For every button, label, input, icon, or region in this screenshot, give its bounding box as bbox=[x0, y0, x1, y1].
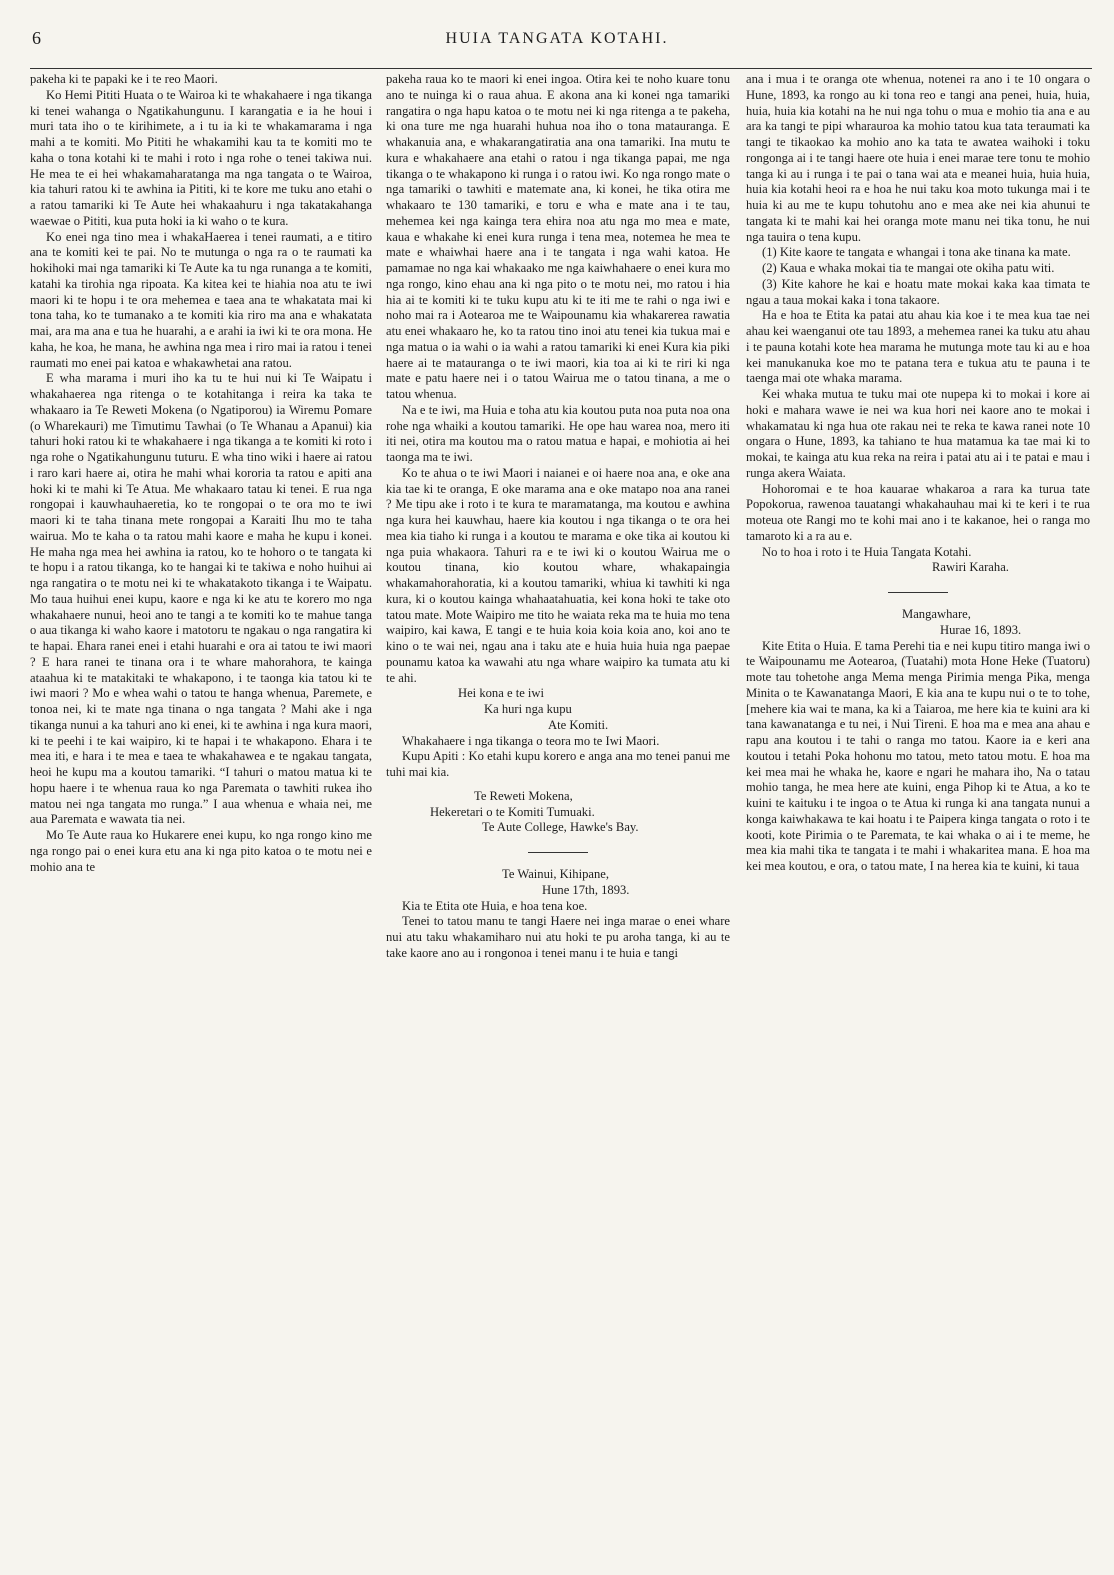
article-divider bbox=[528, 852, 588, 853]
paragraph: Mo Te Aute raua ko Hukarere enei kupu, ko nga rongo kino me nga rongo pai o enei kura etu ana ki nga pito katoa o te motu nei e mohio ana te bbox=[30, 828, 372, 874]
paragraph: Ko te ahua o te iwi Maori i naianei e oi haere noa ana, e oke ana kia tae ki te oranga, E oke marama ana e oke matapo noa ana ranei ? Me tipu ake i roto i te kura te maramatanga, ma koutou e awhina nga kura hei kauwhau, haere kia koutou i nga tikanga o te ora hei mea kia tiaho ki runga i a koutou te marama e oke tika ai koutou ki nga puia whakaora. Tahuri ra e te iwi ki o koutou Wairua me o koutou tinana, kio koutou whare, whakapaingia whakamahorahoratia, ki a koutou tamariki, whiua ki tawhiti ki nga kura, ki o koutou kainga whahaatahuatia, kei kona hoki te take oto tatou mate. Mote Waipiro me tito he waiata reka ma te huia mo tena waipiro, kai kawa, E tangi e te huia koia koia koia ano, koi ano te kino o te wai nei, ngau ana i taku ate e huia huia huia nga paepae pounamu katoa ka wawahi atu nga whare waipiro ka tumata atu ki te ahi. bbox=[386, 465, 730, 685]
signature-name: Te Reweti Mokena, bbox=[474, 788, 573, 803]
paragraph: ana i mua i te oranga ote whenua, notenei ra ano i te 10 ongara o Hune, 1893, ka rongo au ki tona reo e tangi ana penei, huia, huia, huia, huia kia kotahi na he nui nga tohu o mua e mohio tia ana e au ara ka tangi te pipi wharauroa ka mohio tatou kua tata teraumati ka tangi te tikaokao ka mohio ano ka tata te awatea waihoki i toku rongonga ai i te tangi haere ote huia i enei marae tere tonu te mohio tanga ki au i runga i te pai o tana wai ata e meanei huia, huia huia, huia kia kotahi heoi ra e hoa he nui taku koa moto tukunga mai i te huia ki au me te kupu tohutohu ano e mea ake nei kia ahunui te tangata ki te mahi kai hei oranga mote manu nei tika tonu, he nui nga tauira o tena kupu. bbox=[746, 72, 1090, 244]
signature-name: Rawiri Karaha. bbox=[932, 560, 1009, 575]
paragraph: pakeha raua ko te maori ki enei ingoa. Otira kei te noho kuare tonu ano te nuinga ki o raua ahua. E akona ana ki konei nga tamariki rangatira o nga hapu katoa o te motu nei ki nga ritenga a te pakeha, ki ona ture me nga huarahi huhua noa iho o tona matauranga. E whakanuia ana, e whakarangatiratia ana ona tamariki. Ina mutu te kura e whakahaere ana etahi o ratou i nga tikanga papai, me nga tikanga o te whakapono ki runga i o ratou iwi. Ko nga rongo mate o nga tamariki o tawhiti e matemate ana, ki konei, he tika otira me whakaaro te 130 tamariki, e toru e wha e mate ana i te tau, mehemea kei nga kainga tera ehira noa atu nga mo mea e mate, kaua e whakahe ki enei kura runga i tena mea, notemea he mea te mate e whaiwhai haere ana i te tangata i nga wahi katoa. He pamamae no nga kai whakaako me nga kaiwhahaere o enei kura mo nga rongo, kino ehau ana ki nga pito o te motu nei, mo ratou i hia hia ai te komiti ki te tuku kupu atu ki te iti me te rahi o nga iwi e noho mai ra i Aotearoa me te Waipounamu kia whakarerea rawatia atu enei whakaaro he, ko ta ratou tino inoi atu tenei kia tukua mai e nga matua o ia wahi o ia wahi a ratou tamariki ki enei Kura kia piki haere ai te matauranga o te iwi maori, kia toa ai ki te riri ki nga mate e patu haere nei i o tatou Wairua me o tatou tinana, a me o tatou whenua. bbox=[386, 72, 730, 401]
paragraph: Kei whaka mutua te tuku mai ote nupepa ki to mokai i kore ai hoki e mahara wawe ie nei wa kua hori nei kaore ano te mokai i whakamatau ki nga hua ote rakau nei te reka te kawa ranei note 10 ongara o Hune, 1893, ka tahiano te hua matamua ka tae mai ki to mokai, te kainga atu kua reka na reira i patai atu ai i te patai e mau i runga akera Waiata. bbox=[746, 387, 1090, 480]
paragraph: Hohoromai e te hoa kauarae whakaroa a rara ka turua tate Popokorua, rawenoa tauatangi whakahauhau mai ki te keri i te rua moteua ote Rangi mo te kohi mai ano i te kakanoe, hei o ranga mo tamaroto ki a ra au e. bbox=[746, 481, 1090, 543]
poem-line: Ate Komiti. bbox=[548, 717, 609, 732]
paragraph: (1) Kite kaore te tangata e whangai i tona ake tinana ka mate. bbox=[762, 245, 1071, 260]
page-number: 6 bbox=[32, 28, 41, 48]
paragraph: Kupu Apiti : Ko etahi kupu korero e anga ana mo tenei panui me tuhi mai kia. bbox=[386, 749, 730, 779]
masthead-title: HUIA TANGATA KOTAHI. bbox=[445, 30, 669, 47]
article-divider bbox=[888, 592, 948, 593]
column-1 bbox=[30, 72, 372, 1572]
column-2 bbox=[386, 72, 730, 1572]
paragraph: pakeha ki te papaki ke i te reo Maori. bbox=[30, 72, 218, 86]
poem-line: Ka huri nga kupu bbox=[484, 702, 572, 716]
paragraph: (3) Kite kahore he kai e hoatu mate mokai kaka kaa timata te ngau a taua mokai kaka i tona takaore. bbox=[746, 276, 1090, 307]
paragraph: E wha marama i muri iho ka tu te hui nui ki Te Waipatu i whakahaerea nga ritenga o te kotahitanga i reira ka taka te whakaaro ia Te Reweti Mokena (o Ngatiporou) ia Wiremu Pomare (o Wharekauri) me Timutimu Tawhai (o Te Whanau a Apanui) kia tahuri hoki ratou ki te whakahaere i nga tikanga a te komiti ki roto i nga rohe o Ngatikahungunu tuturu. E wha tino wiki i haere ai ratou i raro kari haere ai, otira he mahi whai kororia ta ratou e apiti ana hoki ki te mahi ki Te Atua. Me whakaaro tatau ki tenei. E rua nga rongopai i kauwhauhaeretia, ko te rongopai o te ora mo te iwi maori ki te taha tinana mete rongopai a Karaiti Ihu mo te taha wairua. Mo te kaha o ta ratou mahi kaore e maha he kupu i konei. He maha nga mea hei awhina ia ratou, ko te hohoro o te tangata ki te hopu i a ratou tikanga, ko te hangai ki te takiwa e noho huihui ai nga rangatira o te motu nei ki te whakatakoto tikanga i te Waipatu. Mo taua huihui enei kupu, kaore e nga ki ke atu te korero mo nga whakahaere nunui, heoi ano te tangi a te komiti ko te mahue tanga o aua tikanga ki waho kaore i matotoru te ngakau o nga rangatira ki te hapai. Ehara ranei enei i etahi huarahi e ora ai tatou te iwi maori ? E hara ranei te tinana ora i te whare mahorahora, te kainga ataahua ki te matakitaki te whakapono, i te taonga kia tatou ki te iwi maori ? Mo e whea wahi o tatou te hanga whenua, Paremete, e tonoa nei, ki te mate nga tinana o nga tangata ? Mahi ake i nga tikanga nunui a ka tahuri ano ki enei, ki te awhina i nga kura maori, ki te peehi i te kai waipiro, ki te hapai i te whakapono. Ehara i te mea iti, e hara i te mea e taea te whakahawea e te ngakau tangata, heoi he kupu ma a koutou tamariki. “I tahuri o matou matua ki te hopu haere i te whenua raua ko nga Paremata o tawhiti rukea iho matou nei nga tangata mo runga.” I aua whenua e whaia nei, me aua Paremata e wawata tia nei. bbox=[30, 371, 372, 827]
paragraph: Kite Etita o Huia. E tama Perehi tia e nei kupu titiro manga iwi o te Waipounamu me Aotearoa, (Tuatahi) mota Hone Heke (Tuatoru) mote tau tohetohe anga Mema menga Pirimia menga Pika, menga Minita o te Kawanatanga Maori, E kia ana te kupu nui o te to tohe, [mehere kia wai te mana, ka ki a Taiaroa, me here kia te kuini ara ki tana kawanatanga e tu nei, i Nui Tireni. E hoa ma e mea ana ahau e rapu ana koutou i te tahi o ranga mo tatou. Kaore ia e keri ana koutou i tetahi Poka hohonu mo tatou, meto tatou motu. E hoa ma kei mea mai he whaka he, kaore e ngari he mahara iho, Na o tatau mohio tanga, he mea here ate kuini, enga Pihop ki te Atua, a ko te kuini te kaituku i te ingoa o te Atua ki runga ki ana tangata nunui a konga kaiwhakawa te kai hoatu i te Paipera kinga tangata o roto i te kooti, kote Pirimia o te Paremata, te kai whaka o ai i te meme, he mea kia mahi tika te tangata i te mahi i whakaritea mana. E hoa ma kei mea koutou, e ora, o tatou mate, I na herea kia te kuini, ki taua bbox=[746, 638, 1090, 873]
paragraph: No to hoa i roto i te Huia Tangata Kotahi. bbox=[762, 544, 972, 559]
paragraph: Na e te iwi, ma Huia e toha atu kia koutou puta noa puta noa ona rohe nga whaiki a koutou tamariki. He ope hau warea noa, mero iti iti nei, otira ma koutou ma o ratou matua e hapai, e mohiotia ai hei taonga ma te iwi. bbox=[386, 402, 730, 464]
paragraph: (2) Kaua e whaka mokai tia te mangai ote okiha patu witi. bbox=[762, 261, 1055, 275]
spacer bbox=[386, 781, 730, 789]
dateline-place: Mangawhare, bbox=[902, 607, 971, 621]
paragraph: Whakahaere i nga tikanga o teora mo te Iwi Maori. bbox=[402, 733, 660, 748]
paragraph: Ko enei nga tino mea i whakaHaerea i tenei raumati, a e titiro ana te komiti kei te pai. No te mutunga o nga ra o te raumati ka hokihoki mai nga tamariki ki Te Aute ka tu nga runanga a te komiti, katahi ka tirohia nga ripoata. Ka kitea kei te hiahia noa atu te iwi maori ki te hopu i te ora mehemea e taea ana te whakatata mai ki tona taha, ko te tumanako a te komiti kia riro ma ana e whakatata mai, ara ma ana e tua he huarahi, a e arahi ia iwi ki te ora mona. He kaha, he koa, he mana, he awhina nga mea i riro mai ia ratou i tenei raumati mo enei pai katoa e whakawhetai ana ratou. bbox=[30, 229, 372, 370]
poem-line: Hei kona e te iwi bbox=[458, 686, 545, 701]
paragraph: Ha e hoa te Etita ka patai atu ahau kia koe i te mea kua tae nei ahau kei waenganui ote tau 1893, a mehemea ranei ka tuku atu ahau i te pauna kotahi kote hea marama he mutunga mote tau ki au e hoa kei manukanuka koe mo te patana tera e tukua atu te pauna i te taenga mai ote whaka marama. bbox=[746, 308, 1090, 386]
header-rule bbox=[30, 68, 1092, 69]
paragraph: Tenei to tatou manu te tangi Haere nei inga marae o enei whare nui atu taku whakamiharo nui atu hoki te pu aroha tanga, ki au te take kaore ano au i rongonoa i tenei manu i te huia e tangi bbox=[386, 914, 730, 960]
column-3 bbox=[746, 72, 1090, 1572]
dateline-place: Te Wainui, Kihipane, bbox=[502, 867, 609, 881]
signature-role: Hekeretari o te Komiti Tumuaki. bbox=[430, 804, 595, 819]
dateline-date: Hurae 16, 1893. bbox=[940, 622, 1022, 637]
dateline-date: Hune 17th, 1893. bbox=[542, 882, 630, 897]
signature-place: Te Aute College, Hawke's Bay. bbox=[482, 820, 639, 835]
paragraph: Kia te Etita ote Huia, e hoa tena koe. bbox=[402, 898, 588, 913]
paragraph: Ko Hemi Pititi Huata o te Wairoa ki te whakahaere i nga tikanga ki tenei wahanga o Ngatikahungunu. I karangatia e ia he houi i muri tata iho o te kirihimete, a i tu ia ki te whakamarama i nga mahi a te komiti. Mo Pititi he whakamihi kau ta te komiti mo te kaha o tona kotahi ki te mahi i roto i nga rohe o tenei takiwa nui. He mea te ei hei whakamaharatanga ma nga tangata o te Wairoa, kia tahuri ratou ki te awhina ia Pititi, ki te kore me tuku ano etahi o a ratou tamariki ki Te Aute hei whakaahuru i nga takatakahanga waewae o Pititi, kua puta hoki ia ki waho o te kura. bbox=[30, 87, 372, 228]
